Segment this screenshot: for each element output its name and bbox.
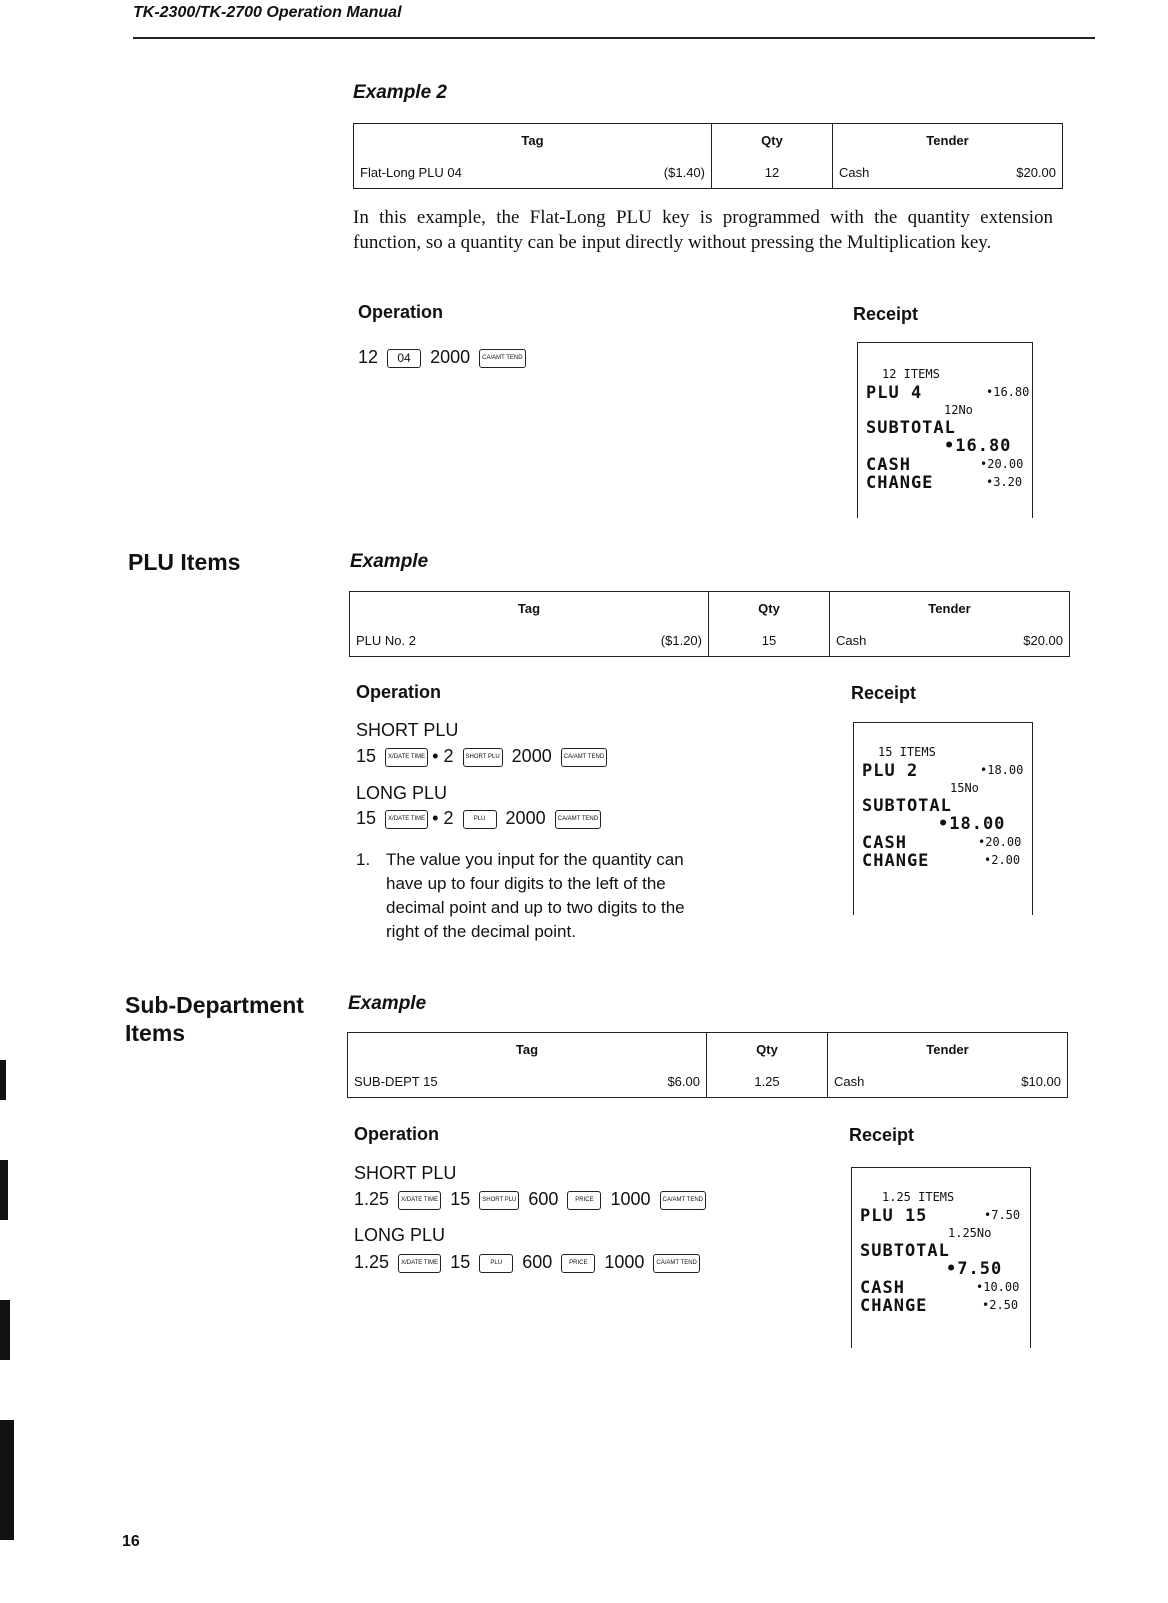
sub-dept-long-label: LONG PLU [354, 1225, 446, 1245]
col-qty: Qty [712, 124, 833, 157]
plu-04-key: 04 [387, 349, 421, 368]
tender-type: Cash [839, 164, 870, 180]
ca-amt-tend-key: CA/AMT TEND [555, 810, 601, 829]
tender-amount: $20.00 [1016, 164, 1056, 180]
note-number: 1. [356, 850, 371, 869]
page-number: 16 [122, 1533, 140, 1550]
header-rule [133, 37, 1095, 39]
ca-amt-tend-key: CA/AMT TEND [653, 1254, 699, 1273]
x-date-time-key: X/DATE TIME [385, 748, 428, 767]
price-key: PRICE [567, 1191, 601, 1210]
plu-example-title: Example [350, 551, 429, 572]
binding-edge [0, 1420, 14, 1540]
sub-dept-short-label: SHORT PLU [354, 1163, 457, 1183]
tag-item: Flat-Long PLU 04 [360, 164, 462, 180]
sub-dept-table: Tag Qty Tender SUB-DEPT 15 $6.00 1.25 Cash $10.00 [347, 1032, 1068, 1098]
plu-key: PLU [463, 810, 497, 829]
example2-operation: 12 04 2000 CA/AMT TEND [358, 347, 530, 368]
sub-dept-short-operation: 1.25 X/DATE TIME 15 SHORT PLU 600 PRICE 1000 CA/AMT TEND [354, 1189, 710, 1210]
manual-title: TK-2300/TK-2700 Operation Manual [133, 4, 402, 21]
plu-operation-label: Operation [356, 682, 442, 702]
sub-dept-heading-2: Items [125, 1020, 186, 1046]
sub-dept-receipt-label: Receipt [849, 1125, 915, 1145]
plu-receipt: 15 ITEMS PLU 2 •18.00 15No SUBTOTAL •18.00 CASH •20.00 CHANGE •2.00 [853, 722, 1033, 915]
qty-value: 12 [712, 156, 833, 189]
example2-receipt: 12 ITEMS PLU 4 •16.80 12No SUBTOTAL •16.80 CASH •20.00 CHANGE •3.20 [857, 342, 1033, 518]
sub-dept-example-title: Example [348, 993, 427, 1014]
receipt-label: Receipt [853, 304, 919, 324]
example2-table [353, 123, 1063, 189]
price-key: PRICE [561, 1254, 595, 1273]
binding-edge [0, 1300, 10, 1360]
plu-items-heading: PLU Items [128, 549, 241, 575]
col-tag: Tag [354, 124, 712, 157]
ca-amt-tend-key: CA/AMT TEND [660, 1191, 706, 1210]
ca-amt-tend-key: CA/AMT TEND [479, 349, 525, 368]
plu-short-operation: 15 X/DATE TIME • 2 SHORT PLU 2000 CA/AMT TEND [356, 746, 611, 767]
plu-key: PLU [479, 1254, 513, 1273]
col-tender: Tender [926, 132, 969, 148]
example2-title: Example 2 [353, 82, 447, 103]
note-text: The value you input for the quantity can have up to four digits to the left of the decimal point and up to two digits to the right of the decimal point. [386, 850, 685, 941]
x-date-time-key: X/DATE TIME [398, 1254, 441, 1273]
binding-edge [0, 1160, 8, 1220]
x-date-time-key: X/DATE TIME [385, 810, 428, 829]
plu-short-label: SHORT PLU [356, 720, 459, 740]
short-plu-key: SHORT PLU [479, 1191, 519, 1210]
plu-long-operation: 15 X/DATE TIME • 2 PLU 2000 CA/AMT TEND [356, 808, 605, 829]
short-plu-key: SHORT PLU [463, 748, 503, 767]
ca-amt-tend-key: CA/AMT TEND [561, 748, 607, 767]
sub-dept-receipt: 1.25 ITEMS PLU 15 •7.50 1.25No SUBTOTAL •7.50 CASH •10.00 CHANGE •2.50 [851, 1167, 1031, 1348]
sub-dept-operation-label: Operation [354, 1124, 440, 1144]
binding-edge [0, 1060, 6, 1100]
sub-dept-long-operation: 1.25 X/DATE TIME 15 PLU 600 PRICE 1000 CA/AMT TEND [354, 1252, 704, 1273]
plu-long-label: LONG PLU [356, 783, 448, 803]
x-date-time-key: X/DATE TIME [398, 1191, 441, 1210]
example2-paragraph: In this example, the Flat-Long PLU key is programmed with the quantity extension function, so a quantity can be input directly without pressing the Multiplication key. [353, 207, 1053, 253]
plu-receipt-label: Receipt [851, 683, 917, 703]
sub-dept-heading-1: Sub-Department [125, 992, 304, 1018]
plu-table: Tag Qty Tender PLU No. 2 ($1.20) 15 Cash $20.00 [349, 591, 1070, 657]
operation-label: Operation [358, 302, 444, 322]
tag-price: ($1.40) [663, 164, 705, 180]
